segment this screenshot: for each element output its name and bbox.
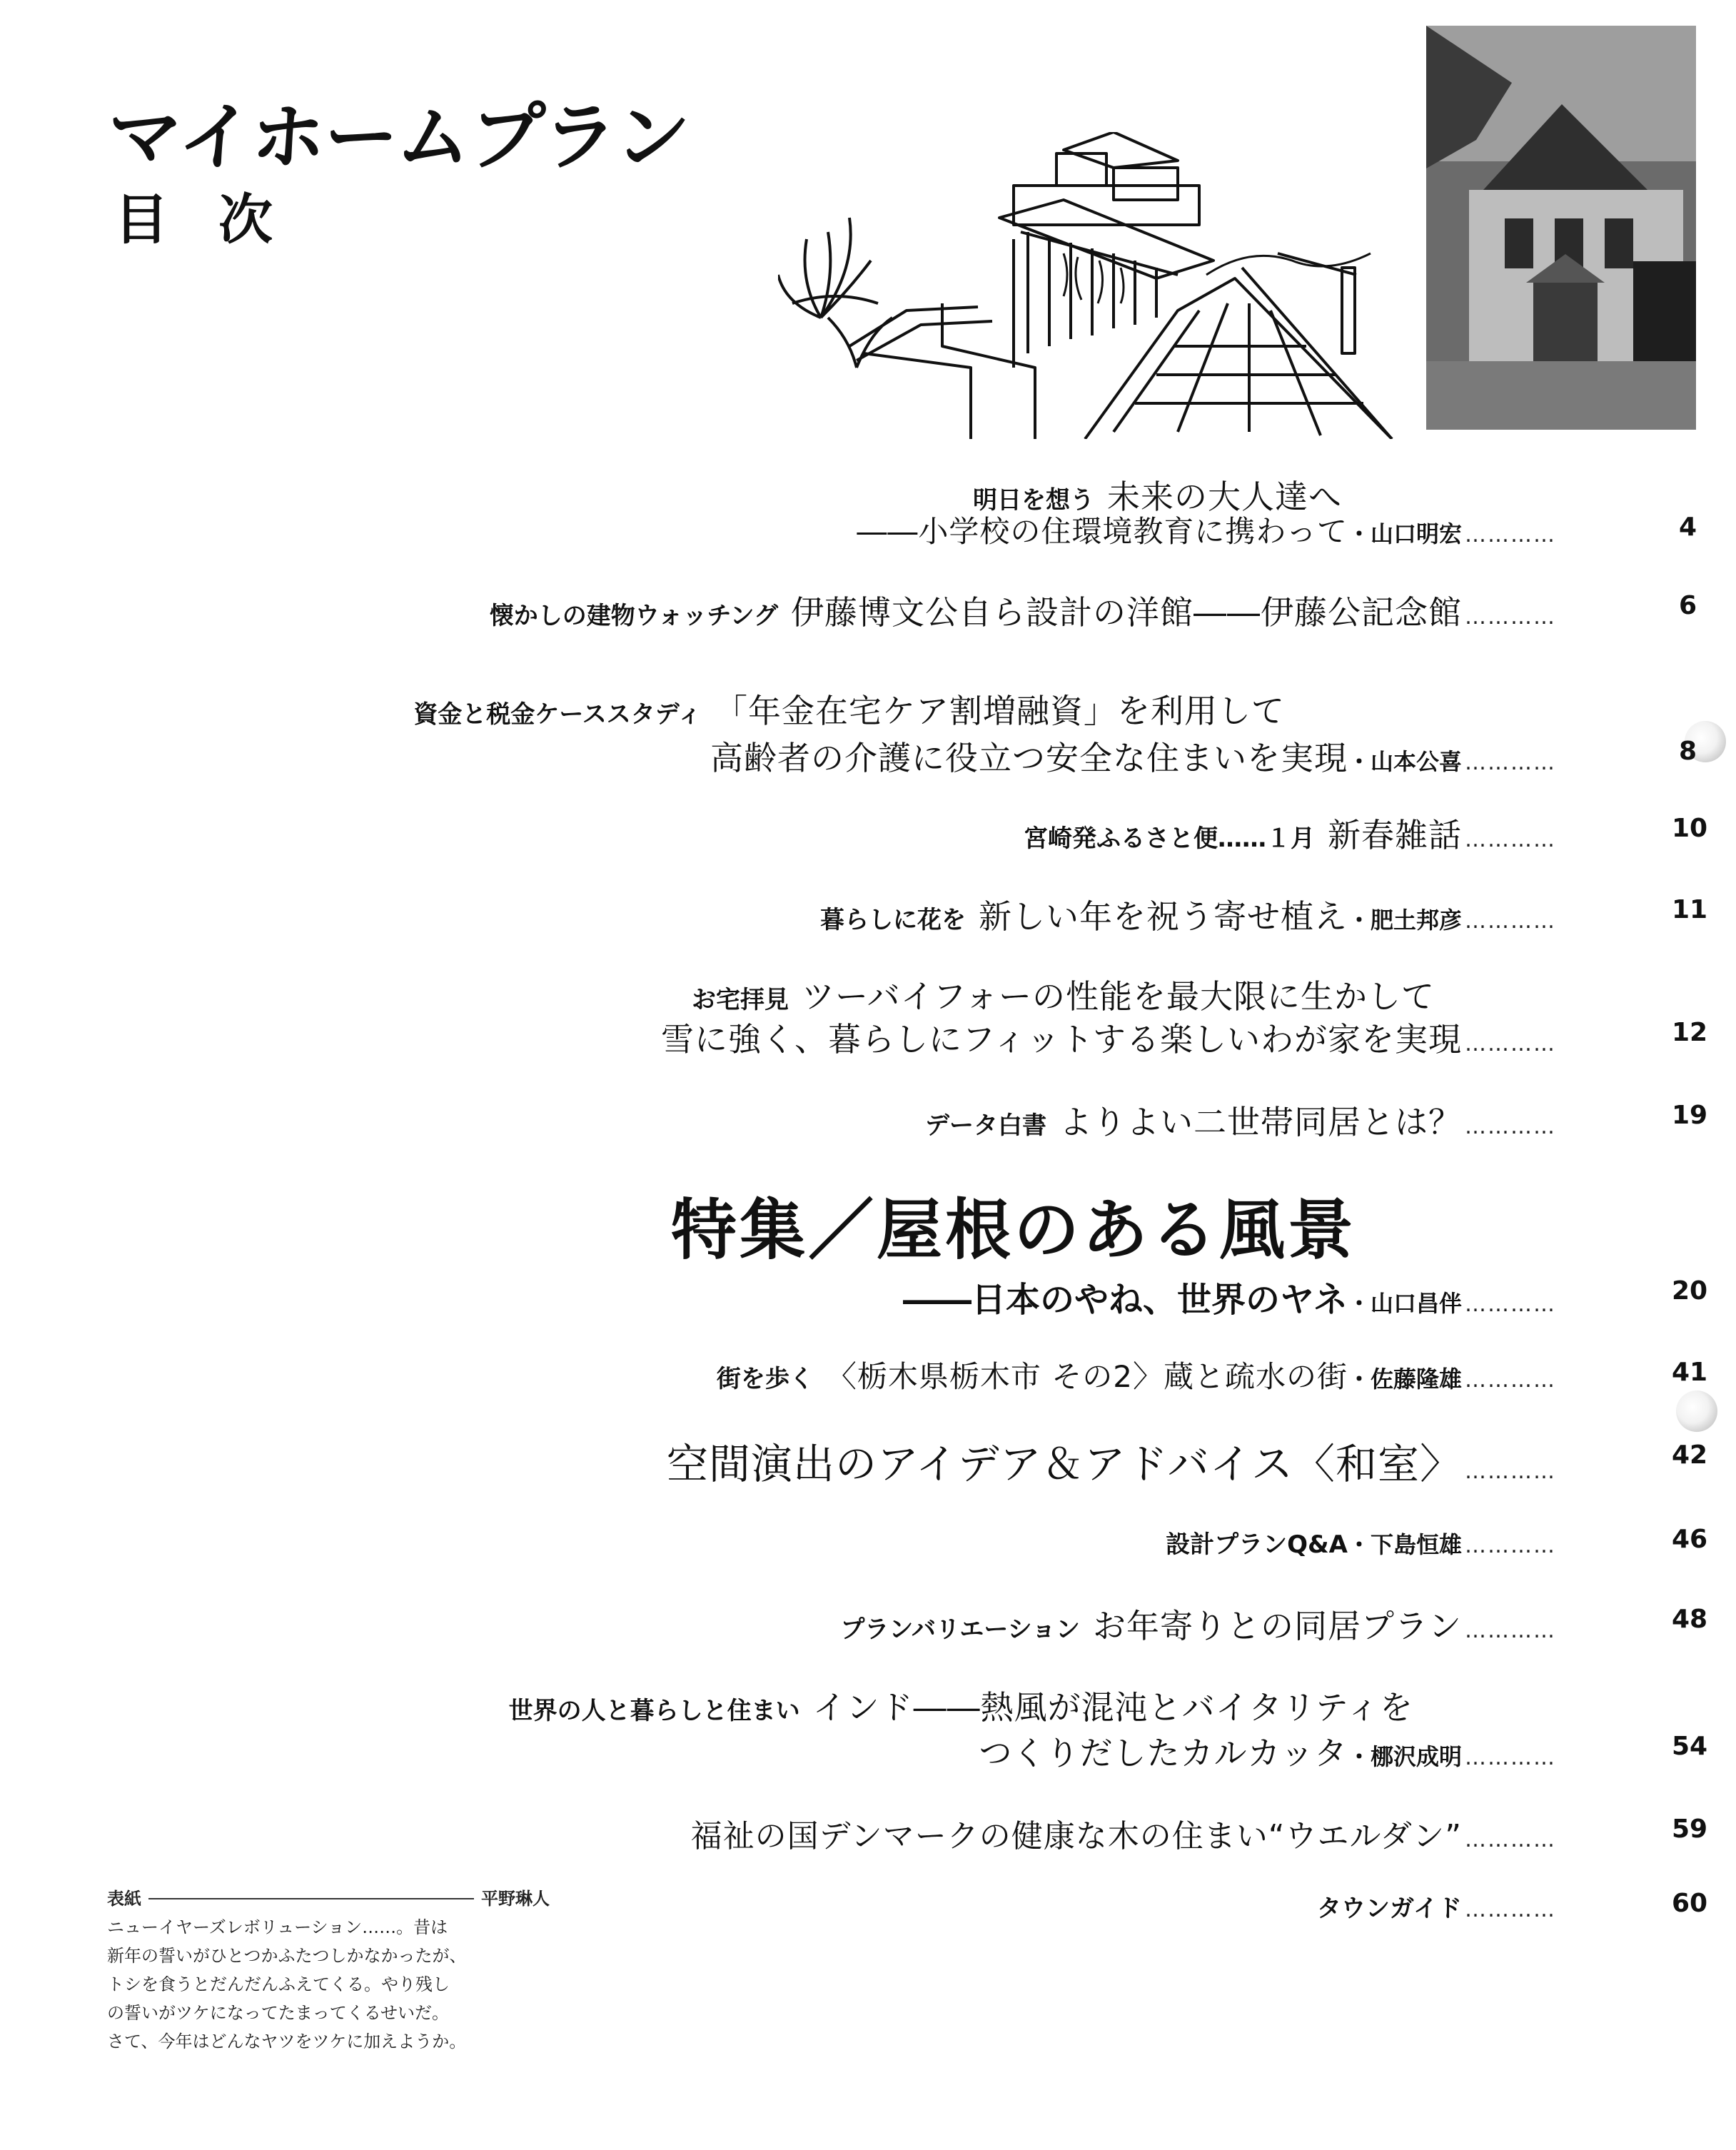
- cover-text-line: さて、今年はどんなヤツをツケに加えようか。: [107, 2032, 467, 2051]
- toc-leader: …………: [1465, 523, 1556, 547]
- toc-category: 暮らしに花を: [819, 906, 966, 934]
- toc-title: 空間演出のアイデア＆アドバイス〈和室〉: [666, 1440, 1462, 1488]
- toc-page-number: 19: [1672, 1101, 1708, 1130]
- toc-entry-3-line2: [0, 732, 1556, 779]
- toc-entry-7[interactable]: [0, 1096, 1556, 1144]
- toc-entry-1-line2: [0, 508, 1556, 551]
- toc-title: ツーバイフォーの性能を最大限に生かして: [801, 977, 1435, 1016]
- toc-title: 新しい年を祝う寄せ植え: [978, 897, 1348, 936]
- toc-category: 明日を想う: [973, 486, 1094, 515]
- cover-label: 表紙: [107, 1889, 141, 1909]
- cover-text-line: 新年の誓いがひとつかふたつしかなかったが、: [107, 1946, 467, 1966]
- toc-author: ・肥土邦彦: [1347, 907, 1462, 934]
- toc-label: 目次: [114, 188, 323, 251]
- toc-entry-10[interactable]: [0, 1430, 1556, 1490]
- toc-author: ・佐藤隆雄: [1347, 1366, 1462, 1393]
- toc-title: インド――熱風が混沌とバイタリティを: [812, 1688, 1413, 1727]
- toc-page-number: 48: [1672, 1605, 1708, 1634]
- toc-entry-14[interactable]: [0, 1810, 1556, 1856]
- toc-leader: …………: [1465, 1827, 1556, 1852]
- toc-author: ・山本公喜: [1347, 748, 1462, 775]
- toc-category: 設計プランQ&A: [1166, 1530, 1348, 1559]
- toc-title: 新春雑話: [1328, 816, 1462, 854]
- toc-category: 世界の人と暮らしと住まい: [508, 1697, 800, 1725]
- feature-subtitle: ――日本のやね、世界のヤネ: [902, 1280, 1348, 1320]
- toc-entry-13-line2: [0, 1727, 1556, 1775]
- cover-text-line: ニューイヤーズレボリューション……。昔は: [107, 1917, 448, 1937]
- toc-leader: …………: [1465, 1897, 1556, 1922]
- toc-entry-6[interactable]: [0, 971, 1556, 1018]
- toc-leader: …………: [1465, 827, 1556, 852]
- toc-entry-4[interactable]: [0, 809, 1556, 857]
- toc-subtitle: つくりだしたカルカッタ: [979, 1734, 1348, 1772]
- toc-category: タウンガイド: [1317, 1894, 1462, 1923]
- toc-category: 街を歩く: [716, 1365, 814, 1393]
- toc-entry-8-line2: [0, 1272, 1556, 1321]
- toc-leader: …………: [1465, 1533, 1556, 1558]
- cover-artist: 平野琳人: [481, 1889, 550, 1909]
- toc-page-number: 20: [1672, 1276, 1708, 1306]
- toc-leader: …………: [1465, 1459, 1556, 1484]
- cover-text-line: の誓いがツケになってたまってくるせいだ。: [107, 2003, 450, 2023]
- cover-note: [107, 1884, 550, 2056]
- toc-leader: …………: [1465, 750, 1556, 775]
- toc-title: よりよい二世帯同居とは？: [1059, 1103, 1462, 1141]
- toc-entry-9[interactable]: [0, 1353, 1556, 1396]
- toc-page-number: 8: [1679, 737, 1697, 766]
- toc-entry-11[interactable]: [0, 1525, 1556, 1560]
- toc-leader: …………: [1465, 1618, 1556, 1643]
- magazine-title: マイホームプラン: [104, 94, 692, 181]
- toc-leader: …………: [1465, 1031, 1556, 1056]
- toc-title: 〈栃木県栃木市 その2〉蔵と疏水の街: [826, 1359, 1348, 1394]
- toc-category: プランバリエーション: [840, 1615, 1080, 1644]
- toc-page-number: 59: [1672, 1815, 1708, 1844]
- toc-page-number: 54: [1672, 1732, 1708, 1761]
- toc-title: お年寄りとの同居プラン: [1093, 1607, 1462, 1645]
- cover-rule: [148, 1898, 474, 1899]
- toc-author: ・下島恒雄: [1347, 1531, 1462, 1558]
- toc-entry-5[interactable]: [0, 891, 1556, 938]
- toc-category: 懐かしの建物ウォッチング: [489, 602, 778, 630]
- toc-page-number: 46: [1672, 1525, 1708, 1554]
- toc-author: ・山口昌伴: [1347, 1290, 1462, 1317]
- toc-title: 「年金在宅ケア割増融資」を利用して: [715, 692, 1285, 730]
- toc-page-number: 12: [1672, 1018, 1708, 1047]
- toc-page-number: 41: [1672, 1358, 1708, 1387]
- toc-page-number: 11: [1672, 895, 1708, 924]
- toc-leader: …………: [1465, 909, 1556, 934]
- toc-subtitle: 雪に強く、暮らしにフィットする楽しいわが家を実現: [660, 1020, 1462, 1059]
- toc-title: 伊藤博文公自ら設計の洋館――伊藤公記念館: [791, 593, 1462, 632]
- toc-leader: …………: [1465, 1745, 1556, 1770]
- toc-leader: …………: [1465, 605, 1556, 630]
- cover-text-line: トシを食うとだんだんふえてくる。やり残し: [107, 1974, 450, 1994]
- toc-title: 未来の大人達へ: [1107, 478, 1342, 516]
- toc-subtitle: 高齢者の介護に役立つ安全な住まいを実現: [710, 739, 1348, 777]
- toc-title: 福祉の国デンマークの健康な木の住まい“ウエルダン”: [690, 1818, 1462, 1854]
- toc-leader: …………: [1465, 1292, 1556, 1317]
- toc-page-number: 4: [1679, 513, 1697, 542]
- cover-note-header: [107, 1884, 550, 1913]
- toc-entry-2[interactable]: [0, 587, 1556, 634]
- toc-category: 宮崎発ふるさと便……１月: [1024, 824, 1315, 853]
- toc-category: お宅拝見: [691, 986, 789, 1014]
- toc-entry-6-line2: [0, 1014, 1556, 1061]
- toc-page-number: 42: [1672, 1440, 1708, 1470]
- toc-leader: …………: [1465, 1114, 1556, 1139]
- toc-page-number: 10: [1672, 814, 1708, 843]
- toc-author: ・山口明宏: [1347, 520, 1462, 547]
- toc-entry-3[interactable]: [0, 685, 1556, 732]
- toc-author: ・梛沢成明: [1347, 1743, 1462, 1770]
- toc-category: データ白書: [925, 1111, 1046, 1140]
- toc-category: 資金と税金ケーススタディ: [413, 700, 702, 729]
- toc-leader: …………: [1465, 1368, 1556, 1393]
- feature-title[interactable]: 特集／屋根のある風景: [670, 1191, 1356, 1268]
- toc-subtitle: ――小学校の住環境教育に携わって: [857, 514, 1348, 549]
- toc-entry-12[interactable]: [0, 1600, 1556, 1647]
- toc-page-number: 60: [1672, 1889, 1708, 1918]
- toc-entry-13[interactable]: [0, 1682, 1556, 1729]
- toc-page-number: 6: [1679, 591, 1697, 620]
